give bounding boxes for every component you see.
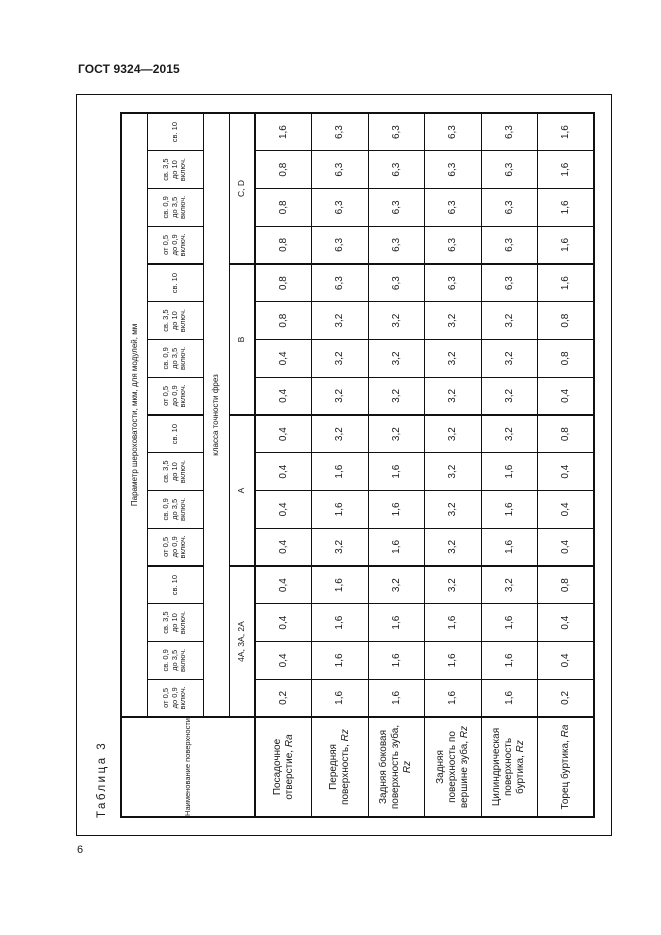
- table-row: [538, 113, 595, 817]
- roughness-value-cell: 0,4: [538, 528, 595, 566]
- roughness-value-cell: 6,3: [368, 189, 425, 227]
- table-row: [255, 113, 312, 817]
- roughness-value-cell: 6,3: [368, 264, 425, 302]
- range-header-cell: [147, 340, 203, 378]
- range-line: св. 3,5: [161, 309, 171, 332]
- roughness-value-cell: 3,2: [425, 377, 482, 415]
- range-header-cell: [147, 189, 203, 227]
- roughness-value-cell: 3,2: [481, 302, 538, 340]
- roughness-value-cell: 6,3: [368, 151, 425, 189]
- roughness-value-cell: 0,4: [255, 642, 312, 680]
- document-header: ГОСТ 9324—2015: [78, 62, 180, 76]
- roughness-value-cell: 6,3: [312, 113, 369, 151]
- range-line: включ.: [178, 648, 188, 672]
- range-line: св. 0,9: [161, 196, 171, 219]
- accuracy-class-group: А: [229, 415, 255, 566]
- roughness-symbol: Rz: [515, 740, 527, 753]
- range-header-cell: [147, 679, 203, 717]
- range-header-cell: [147, 642, 203, 680]
- roughness-value-cell: 1,6: [368, 528, 425, 566]
- range-header-cell: [147, 528, 203, 566]
- roughness-value-cell: 6,3: [312, 189, 369, 227]
- roughness-value-cell: 0,8: [538, 340, 595, 378]
- roughness-symbol: Ra: [283, 734, 295, 748]
- roughness-value-cell: 0,8: [538, 415, 595, 453]
- name-column-header: [121, 717, 255, 817]
- roughness-value-cell: 1,6: [368, 604, 425, 642]
- roughness-value-cell: 3,2: [312, 302, 369, 340]
- roughness-value-cell: 1,6: [481, 491, 538, 529]
- range-line: до 0,9: [169, 234, 179, 256]
- roughness-value-cell: 0,4: [255, 491, 312, 529]
- table-row: [312, 113, 369, 817]
- range-line: до 3,5: [169, 196, 179, 218]
- roughness-value-cell: 0,4: [538, 453, 595, 491]
- roughness-value-cell: 1,6: [312, 491, 369, 529]
- roughness-value-cell: 1,6: [255, 113, 312, 151]
- roughness-value-cell: 0,4: [538, 377, 595, 415]
- range-line: св. 0,9: [161, 347, 171, 370]
- roughness-value-cell: 3,2: [312, 340, 369, 378]
- range-header-cell: [147, 604, 203, 642]
- range-line: св. 3,5: [161, 611, 171, 634]
- surface-name-cell: Задняя боковая поверхность зуба, Rz: [368, 717, 425, 817]
- roughness-value-cell: 3,2: [425, 566, 482, 604]
- roughness-value-cell: 1,6: [538, 264, 595, 302]
- roughness-value-cell: 1,6: [538, 151, 595, 189]
- range-line: до 10: [169, 462, 179, 482]
- roughness-value-cell: 6,3: [368, 113, 425, 151]
- roughness-value-cell: 6,3: [368, 226, 425, 264]
- roughness-value-cell: 1,6: [538, 113, 595, 151]
- range-line: св. 3,5: [161, 158, 171, 181]
- roughness-value-cell: 3,2: [312, 528, 369, 566]
- roughness-value-cell: 1,6: [481, 642, 538, 680]
- roughness-value-cell: 0,8: [538, 302, 595, 340]
- range-line: св. 3,5: [161, 460, 171, 483]
- table-caption: Таблица 3: [96, 740, 108, 818]
- roughness-value-cell: 3,2: [312, 377, 369, 415]
- param-header: Параметр шероховатости, мкм, для модулей, мм: [121, 113, 147, 717]
- roughness-value-cell: 1,6: [425, 679, 482, 717]
- surface-name-cell: Задняя поверхность по вершине зуба, Rz: [425, 717, 482, 817]
- roughness-value-cell: 1,6: [368, 453, 425, 491]
- roughness-value-cell: 1,6: [538, 189, 595, 227]
- roughness-value-cell: 3,2: [368, 340, 425, 378]
- roughness-table: [120, 112, 595, 818]
- roughness-value-cell: 0,4: [255, 377, 312, 415]
- roughness-value-cell: 1,6: [481, 453, 538, 491]
- roughness-value-cell: 1,6: [538, 226, 595, 264]
- surface-name-cell: Цилиндрическая поверхность буртика, Rz: [481, 717, 538, 817]
- range-line: до 3,5: [169, 498, 179, 520]
- roughness-value-cell: 3,2: [481, 415, 538, 453]
- roughness-value-cell: 1,6: [312, 679, 369, 717]
- accuracy-class-group: В: [229, 264, 255, 415]
- range-header-cell: [147, 226, 203, 264]
- roughness-value-cell: 1,6: [368, 679, 425, 717]
- table-body: [255, 113, 594, 817]
- roughness-symbol: Rz: [402, 760, 414, 774]
- surface-name-cell: Торец буртика, Ra: [538, 717, 595, 817]
- roughness-value-cell: 6,3: [425, 226, 482, 264]
- range-header-cell: [147, 377, 203, 415]
- roughness-value-cell: 6,3: [481, 226, 538, 264]
- range-line: от 0,5: [161, 536, 171, 557]
- range-line: включ.: [178, 346, 188, 370]
- range-header-cell: [147, 453, 203, 491]
- range-line: включ.: [178, 535, 188, 559]
- roughness-value-cell: 0,4: [538, 491, 595, 529]
- page-number: 6: [77, 844, 84, 856]
- roughness-value-cell: 6,3: [481, 189, 538, 227]
- roughness-value-cell: 6,3: [425, 113, 482, 151]
- roughness-value-cell: 0,4: [255, 566, 312, 604]
- range-line: включ.: [178, 497, 188, 521]
- roughness-value-cell: 0,4: [255, 528, 312, 566]
- accuracy-class-group: С, D: [229, 113, 255, 264]
- range-line: св. 0,9: [161, 649, 171, 672]
- roughness-symbol: Rz: [339, 729, 351, 742]
- roughness-value-cell: 0,8: [255, 264, 312, 302]
- surface-name-cell: Передняя поверхность, Rz: [312, 717, 369, 817]
- groups-row: [229, 113, 255, 817]
- roughness-value-cell: 0,4: [255, 453, 312, 491]
- class-header: класса точности фрез: [203, 113, 229, 717]
- surface-name-cell: Посадочное отверстие, Ra: [255, 717, 312, 817]
- roughness-value-cell: 0,4: [255, 415, 312, 453]
- roughness-value-cell: 3,2: [425, 302, 482, 340]
- roughness-value-cell: 1,6: [368, 491, 425, 529]
- roughness-value-cell: 0,8: [538, 566, 595, 604]
- roughness-value-cell: 3,2: [368, 566, 425, 604]
- roughness-value-cell: 6,3: [425, 189, 482, 227]
- range-line: св. 10: [169, 121, 179, 143]
- roughness-value-cell: 3,2: [425, 340, 482, 378]
- roughness-value-cell: 1,6: [312, 604, 369, 642]
- range-header-cell: [147, 151, 203, 189]
- range-line: св. 0,9: [161, 498, 171, 521]
- accuracy-class-group: 4А, 3А, 2А: [229, 566, 255, 717]
- range-line: включ.: [178, 233, 188, 257]
- roughness-value-cell: 1,6: [312, 566, 369, 604]
- roughness-value-cell: 0,8: [255, 302, 312, 340]
- roughness-value-cell: 1,6: [312, 453, 369, 491]
- range-line: до 10: [169, 311, 179, 331]
- ranges-row: [147, 113, 203, 817]
- table-row: [368, 113, 425, 817]
- roughness-value-cell: 0,4: [538, 642, 595, 680]
- roughness-value-cell: 3,2: [368, 302, 425, 340]
- range-line: включ.: [178, 686, 188, 710]
- range-line: включ.: [178, 384, 188, 408]
- range-line: включ.: [178, 195, 188, 219]
- roughness-value-cell: 1,6: [481, 528, 538, 566]
- roughness-value-cell: 1,6: [425, 604, 482, 642]
- range-header-cell: [147, 113, 203, 151]
- range-line: до 0,9: [169, 536, 179, 558]
- table-row: [481, 113, 538, 817]
- roughness-value-cell: 0,8: [255, 151, 312, 189]
- roughness-value-cell: 3,2: [425, 491, 482, 529]
- range-line: от 0,5: [161, 687, 171, 708]
- roughness-value-cell: 6,3: [312, 264, 369, 302]
- roughness-value-cell: 3,2: [368, 377, 425, 415]
- roughness-value-cell: 0,2: [255, 679, 312, 717]
- range-line: св. 10: [169, 575, 179, 596]
- roughness-value-cell: 6,3: [312, 151, 369, 189]
- range-line: включ.: [178, 309, 188, 333]
- range-header-cell: [147, 264, 203, 302]
- roughness-value-cell: 6,3: [481, 113, 538, 151]
- roughness-value-cell: 0,8: [255, 226, 312, 264]
- roughness-value-cell: 1,6: [425, 642, 482, 680]
- range-header-cell: [147, 415, 203, 453]
- name-header-text: Наименование поверхности: [183, 718, 193, 816]
- roughness-symbol: Ra: [559, 724, 571, 738]
- roughness-value-cell: 3,2: [312, 415, 369, 453]
- range-line: до 10: [169, 613, 179, 633]
- roughness-value-cell: 0,8: [255, 189, 312, 227]
- roughness-value-cell: 1,6: [481, 679, 538, 717]
- roughness-value-cell: 1,6: [312, 642, 369, 680]
- range-line: до 0,9: [169, 385, 179, 407]
- roughness-symbol: Rz: [458, 725, 470, 739]
- range-line: до 10: [169, 160, 179, 180]
- range-line: включ.: [178, 460, 188, 484]
- roughness-value-cell: 3,2: [425, 528, 482, 566]
- range-header-cell: [147, 566, 203, 604]
- range-header-cell: [147, 302, 203, 340]
- roughness-value-cell: 6,3: [481, 151, 538, 189]
- range-header-cell: [147, 491, 203, 529]
- range-line: включ.: [178, 611, 188, 635]
- roughness-value-cell: 6,3: [312, 226, 369, 264]
- roughness-value-cell: 0,4: [538, 604, 595, 642]
- table-row: [425, 113, 482, 817]
- roughness-value-cell: 3,2: [481, 340, 538, 378]
- range-line: св. 10: [169, 424, 179, 445]
- roughness-value-cell: 0,4: [255, 604, 312, 642]
- range-line: от 0,5: [161, 385, 171, 406]
- roughness-value-cell: 6,3: [425, 264, 482, 302]
- range-line: до 3,5: [169, 347, 179, 369]
- roughness-value-cell: 6,3: [481, 264, 538, 302]
- roughness-value-cell: 3,2: [425, 415, 482, 453]
- roughness-value-cell: 1,6: [481, 604, 538, 642]
- range-line: до 3,5: [169, 649, 179, 671]
- roughness-value-cell: 3,2: [481, 566, 538, 604]
- roughness-value-cell: 0,4: [255, 340, 312, 378]
- range-line: от 0,5: [161, 234, 171, 255]
- roughness-value-cell: 3,2: [481, 377, 538, 415]
- range-line: св. 10: [169, 273, 179, 294]
- range-line: до 0,9: [169, 687, 179, 709]
- rotated-table-container: [120, 114, 593, 818]
- roughness-value-cell: 6,3: [425, 151, 482, 189]
- roughness-value-cell: 3,2: [425, 453, 482, 491]
- roughness-value-cell: 0,2: [538, 679, 595, 717]
- range-line: включ.: [178, 158, 188, 182]
- roughness-value-cell: 1,6: [368, 642, 425, 680]
- roughness-value-cell: 3,2: [368, 415, 425, 453]
